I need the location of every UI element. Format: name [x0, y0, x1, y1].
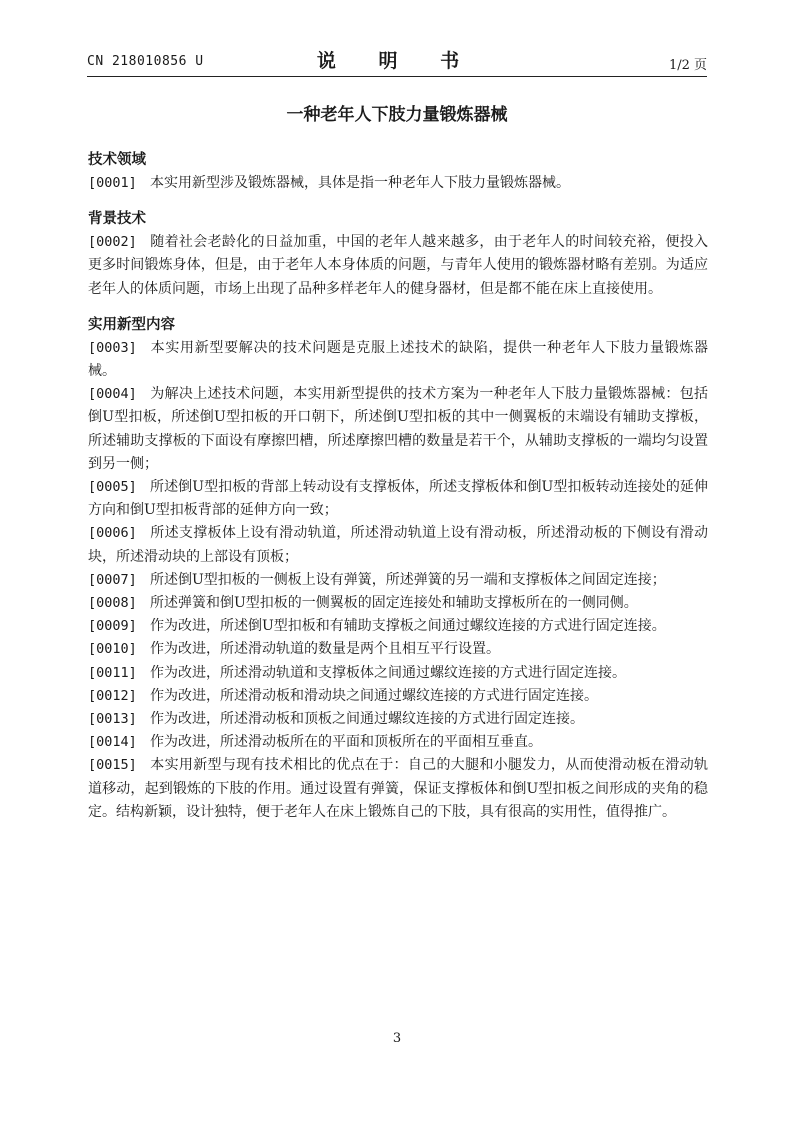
paragraph-number: [0007] [88, 571, 137, 588]
paragraph-number: [0015] [88, 757, 137, 774]
paragraph-number: [0004] [88, 386, 137, 403]
paragraph-number: [0013] [88, 711, 137, 728]
paragraph-number: [0003] [88, 339, 137, 356]
paragraph [88, 569, 708, 592]
patent-number: CN 218010856 U [87, 54, 204, 69]
paragraph-number: [0006] [88, 525, 137, 542]
paragraph-text: 本实用新型与现有技术相比的优点在于：自己的大腿和小腿发力，从而使滑动板在滑动轨道移动，起到锻炼的下肢的作用。通过设置有弹簧，保证支撑板体和倒U型扣板之间形成的夹角的稳定。结构新颖，设计独特，便于老年人在床上锻炼自己的下肢，具有很高的实用性，值得推广。 [88, 757, 708, 820]
paragraph-text: 作为改进，所述滑动板所在的平面和顶板所在的平面相互垂直。 [150, 734, 542, 751]
paragraph [88, 522, 708, 568]
page-header [87, 44, 707, 74]
paragraph-number: [0010] [88, 641, 137, 658]
paragraph-text: 所述弹簧和倒U型扣板的一侧翼板的固定连接处和辅助支撑板所在的一侧同侧。 [150, 595, 638, 612]
paragraph [88, 638, 708, 661]
paragraph [88, 615, 708, 638]
document-title: 一种老年人下肢力量锻炼器械 [286, 105, 508, 125]
paragraph-text: 随着社会老龄化的日益加重，中国的老年人越来越多，由于老年人的时间较充裕，便投入更多时间锻炼身体，但是，由于老年人本身体质的问题，与青年人使用的锻炼器材略有差别。为适应老年人的体质问题，市场上出现了品种多样老年人的健身器材，但是都不能在床上直接使用。 [88, 234, 708, 297]
document-type: 说 明 书 [316, 50, 478, 72]
paragraph-number: [0009] [88, 618, 137, 635]
paragraph [88, 592, 708, 615]
section [88, 208, 708, 301]
paragraph [88, 231, 708, 301]
paragraph-number: [0014] [88, 734, 137, 751]
section-heading: 背景技术 [88, 211, 146, 228]
paragraph-text: 本实用新型涉及锻炼器械，具体是指一种老年人下肢力量锻炼器械。 [150, 175, 570, 191]
paragraph-text: 所述倒U型扣板的一侧板上设有弹簧，所述弹簧的另一端和支撑板体之间固定连接； [150, 571, 666, 588]
paragraph-number: [0012] [88, 687, 137, 704]
paragraph [88, 708, 708, 731]
paragraph-text: 作为改进，所述滑动轨道和支撑板体之间通过螺纹连接的方式进行固定连接。 [150, 664, 626, 681]
section [88, 314, 708, 824]
page-number: 3 [392, 1031, 402, 1046]
paragraph-number: [0001] [88, 175, 137, 191]
section-heading: 技术领域 [88, 152, 146, 168]
paragraph-text: 作为改进，所述倒U型扣板和有辅助支撑板之间通过螺纹连接的方式进行固定连接。 [150, 618, 666, 635]
section [88, 149, 708, 195]
paragraph [88, 476, 708, 522]
paragraph [88, 172, 708, 195]
paragraph [88, 731, 708, 754]
paragraph-number: [0002] [88, 234, 137, 251]
paragraph-text: 所述支撑板体上设有滑动轨道，所述滑动轨道上设有滑动板，所述滑动板的下侧设有滑动块，所述滑动块的上部设有顶板； [88, 525, 708, 565]
paragraph-number: [0005] [88, 479, 137, 496]
paragraph [88, 383, 708, 476]
paragraph [88, 662, 708, 685]
paragraph-text: 为解决上述技术问题，本实用新型提供的技术方案为一种老年人下肢力量锻炼器械：包括倒U型扣板，所述倒U型扣板的开口朝下，所述倒U型扣板的其中一侧翼板的末端设有辅助支撑板，所述辅助支撑板的下面设有摩擦凹槽，所述摩擦凹槽的数量是若干个，从辅助支撑板的一端均匀设置到另一侧； [88, 386, 708, 472]
paragraph-text: 本实用新型要解决的技术问题是克服上述技术的缺陷，提供一种老年人下肢力量锻炼器械。 [88, 339, 708, 380]
paragraph [88, 754, 708, 824]
page-info: 1/2 页 [668, 58, 707, 73]
paragraph-number: [0011] [88, 664, 137, 681]
document-body [88, 149, 708, 837]
header-rule [87, 76, 707, 77]
paragraph-text: 作为改进，所述滑动轨道的数量是两个且相互平行设置。 [150, 641, 500, 658]
paragraph-number: [0008] [88, 595, 137, 612]
paragraph-text: 所述倒U型扣板的背部上转动设有支撑板体，所述支撑板体和倒U型扣板转动连接处的延伸方向和倒U型扣板背部的延伸方向一致； [88, 479, 708, 519]
paragraph [88, 337, 708, 383]
section-heading: 实用新型内容 [88, 316, 175, 333]
paragraph-text: 作为改进，所述滑动板和顶板之间通过螺纹连接的方式进行固定连接。 [150, 711, 584, 728]
paragraph-text: 作为改进，所述滑动板和滑动块之间通过螺纹连接的方式进行固定连接。 [150, 687, 598, 704]
paragraph [88, 685, 708, 708]
